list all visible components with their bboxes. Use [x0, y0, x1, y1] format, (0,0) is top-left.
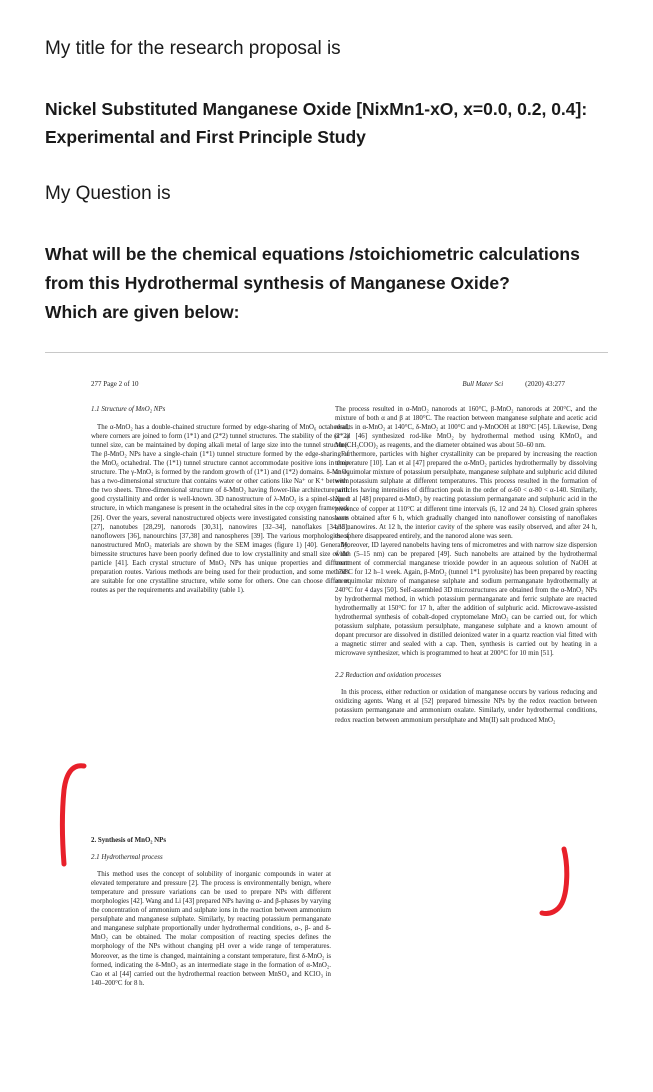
page-header-left: 277 Page 2 of 10	[91, 380, 139, 388]
question-line3: Which are given below:	[45, 302, 240, 322]
section-2-2-heading: 2.2 Reduction and oxidation processes	[335, 672, 442, 680]
right-paragraph-3: Moreover, ID layered nanobelts having tens of micrometres and with narrow size dispersion width (5–15 nm) can be prepared [49]. Such nanobelts are attained by the hydrothermal treatment of commercial manganese trioxide powder in an aqueous solution of NaOH at 170°C for 12 h–1 week. Again, β-MnO₂ (tunnel 1*1 pyrolusite) has been prepared by reacting an equimolar mixture of manganese sulphate and sodium permanganate hydrothermally at 240°C for 4 days [50]. Self-assembled 3D microstructures are obtained from the α-MnO₂ NPs by hydrothermal method, in which potassium permanganate and ferric sulphate are reacted hydrothermally at 150°C for 17 h, after the addition of sulphuric acid. Microwave-assisted hydrothermal synthesis of cobalt-doped cryptomelane MnO₂ can be carried out, for which potassium sulphate, potassium persulphate, manganese sulphate and a known amount of dopant precursor are dissolved in distilled deionized water in a quartz reaction vial fitted with a magnetic stirrer and sealed with a cap. Then, synthesis is carried out by heating in a microwave synthesizer, which is programmed to heat at 200°C for 10 min [51].	[335, 541, 597, 658]
page-header-right	[462, 380, 565, 388]
left-column-top	[91, 405, 349, 595]
right-paragraph-1: The process resulted in α-MnO₂ nanorods at 160°C, β-MnO₂ nanorods at 200°C, and the mixture of both α and β at 180°C. The reaction between manganese sulphate and acetic acid results in α-MnO₂ at 140°C, δ-MnO₂ at 100°C and γ-MnOOH at 180°C [45]. Likewise, Deng et al [46] synthesized rod-like MnO₂ by hydrothermal method using KMnO₄ and Mn(CH₃COO)₂ as reagents, and the diameter obtained was about 50–60 nm.	[335, 406, 597, 450]
journal-name: Bull Mater Sci	[462, 380, 504, 388]
citation: (2020) 43:277	[525, 380, 565, 388]
red-hook-end-mark	[538, 845, 578, 920]
section-1-1-text: The α-MnO₂ has a double-chained structure formed by edge-sharing of MnO₆ octahedral, where corners are joined to form (1*1) and (2*2) tunnel structures. The stability of the (2*2) tunnel size, can be maintained by doping alkali metal of large size into the tunnel structure. The β-MnO₂ NPs have a single-chain (1*1) tunnel structure formed by the edge-sharing of the MnO₆ octahedral. The (1*1) tunnel structure cannot accommodate positive ions in their structure. The γ-MnO₂ is formed by the random growth of (1*1) and (1*2) domains. δ-MnO₂ has a two-dimensional structure that contains water or other cations like Na⁺ or K⁺ between the two sheets. Three-dimensional structure of δ-MnO₂ having flower-like architecture with good crystallinity and order is well-known. 3D nanostructure of λ-MnO₂ is a spinel-shaped structure, in which manganese is present in the octahedral sites in the ccp oxygen framework [26]. Over the years, several nanostructured objects were investigated consisting nanosheets [27], nanotubes [28,29], nanorods [30,31], nanowires [32–34], nanoflakes [34,35], nanoflowers [36], nanourchins [37,38] and nanospheres [39]. The various morphologies of nanostructured MnO₂ materials are shown by the SEM images (figure 1) [40]. Generally, birnessite structures have been poorly defined due to low crystallinity and small size of the particle [41]. Each crystal structure of MnO₂ NPs has unique properties and different preparation routes. Various methods are being used for their production, and some methods are suitable for one crystalline structure, while some for others. One can choose different routes as per the requirements and availability (table 1).	[91, 424, 349, 594]
proposal-title-line2: Experimental and First Principle Study	[45, 127, 366, 147]
intro-text: My title for the research proposal is	[45, 38, 341, 59]
red-bracket-start-mark	[50, 760, 90, 870]
right-paragraph-2: Furthermore, particles with higher crystallinity can be prepared by increasing the reaction temperature [10]. Lan et al [47] prepared the α-MnO₂ particles hydrothermally by dissolving an equimolar mixture of potassium persulphate, manganese sulphate and sulphuric acid diluted with potassium sulphate at different temperatures. This process resulted in the formation of particles having intensities of diffraction peak in the order of α-60 < α-80 < α-140. Similarly, Xu et al [48] prepared α-MnO₂ by reacting potassium permanganate and sulphuric acid in the presence of copper at 110°C at different time intervals (6, 12 and 24 h). Closed grain spheres were obtained after 6 h, which gradually changed into nanoflower consisting of nanoflakes and nanowires. At 12 h, the interior cavity of the sphere was easily observed, and after 24 h, the sphere disappeared entirely, and the nanorod alone was seen.	[335, 451, 597, 540]
question-label: My Question is	[45, 183, 171, 204]
section-1-1-heading: 1.1 Structure of MnO₂ NPs	[91, 406, 166, 413]
left-column-bottom	[91, 836, 331, 988]
paper-page-scan	[85, 380, 605, 1092]
right-column-top	[335, 405, 597, 725]
section-2-2-text: In this process, either reduction or oxidation of manganese occurs by various reducing and oxidizing agents. Wang et al [52] prepared birnessite NPs by the redox reaction between potassium permanganate and ammonium oxalate. Similarly, under hydrothermal conditions, redox reaction between ammonium persulphate and Mn(II) salt produced MnO₂	[335, 689, 597, 724]
divider	[45, 352, 608, 353]
proposal-title-line1: Nickel Substituted Manganese Oxide [NixMn1-xO, x=0.0, 0.2, 0.4]:	[45, 99, 588, 119]
question-text	[45, 240, 645, 327]
proposal-title	[45, 95, 587, 151]
question-line1: What will be the chemical equations /stoichiometric calculations	[45, 244, 580, 264]
section-2-1-text: This method uses the concept of solubility of inorganic compounds in water at elevated temperature and pressure [2]. The process is environmentally benign, where temperature and pressure variations can be used to prepare NPs with different morphologies [42]. Wang and Li [43] prepared NPs having α- and β-phases by varying the concentration of ammonium and sulphate ions in the reaction between ammonium persulphate and manganese sulphate. Similarly, by reacting potassium permanganate and manganese sulphate proportionally under hydrothermal conditions, α-, β- and δ-MnO₂ can be obtained. The molar composition of reacting species defines the morphology of the NPs without changing pH over a wide range of temperatures. Moreover, as the time is changed, maintaining a constant temperature, first δ-MnO₂ is formed, indicating the δ-MnO₂ as an intermediate stage in the formation of α-MnO₂. Cao et al [44] carried out the hydrothermal reaction between MnSO₄ and KClO₃ in 140–200°C for 8 h.	[91, 871, 331, 987]
section-2-heading: 2. Synthesis of MnO₂ NPs	[91, 837, 166, 844]
question-line2: from this Hydrothermal synthesis of Manganese Oxide?	[45, 273, 510, 293]
section-2-1-heading: 2.1 Hydrothermal process	[91, 854, 163, 862]
